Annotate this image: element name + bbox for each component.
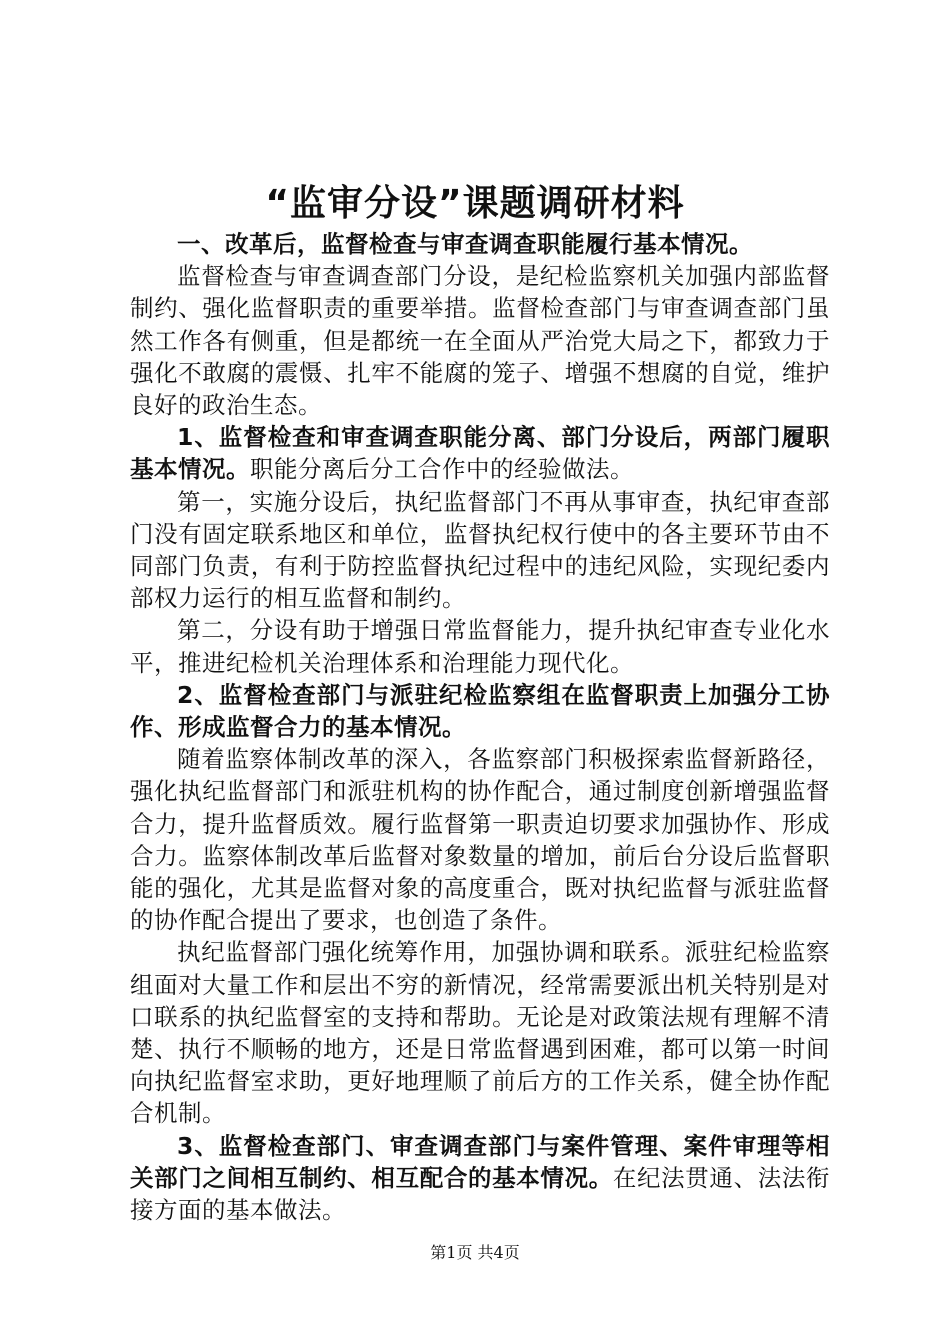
body-paragraph: 第一，实施分设后，执纪监督部门不再从事审查，执纪审查部门没有固定联系地区和单位，监督执纪权行使中的各主要环节由不同部门负责，有利于防控监督执纪过程中的违纪风险，实现纪委内部权力运行的相互监督和制约。 [130, 487, 830, 613]
body-paragraph: 执纪监督部门强化统筹作用，加强协调和联系。派驻纪检监察组面对大量工作和层出不穷的新情况，经常需要派出机关特别是对口联系的执纪监督室的支持和帮助。无论是对政策法规有理解不清楚、执行不顺畅的地方，还是日常监督遇到困难，都可以第一时间向执纪监督室求助，更好地理顺了前后方的工作关系，健全协作配合机制。 [130, 938, 830, 1128]
heading-text: 1、监督检查和审查调查职能分离、部门分设后，两部门履职基本情况。 [130, 423, 830, 484]
page-footer: 第1页 共4页 [430, 1243, 520, 1262]
body-paragraph: 随着监察体制改革的深入，各监察部门积极探索监督新路径，强化执纪监督部门和派驻机构的协作配合，通过制度创新增强监督合力，提升监督质效。履行监督第一职责迫切要求加强协作、形成合力。监察体制改革后监督对象数量的增加，前后台分设后监督职能的强化，尤其是监督对象的高度重合，既对执纪监督与派驻监督的协作配合提出了要求，也创造了条件。 [130, 745, 830, 935]
subsection-heading-2 [130, 679, 830, 743]
section-heading-main [130, 228, 830, 260]
heading-tail-text: 职能分离后分工合作中的经验做法。 [250, 455, 634, 484]
subsection-heading-1 [130, 421, 830, 485]
document-title: “监审分设”课题调研材料 [265, 183, 685, 224]
heading-text: 2、监督检查部门与派驻纪检监察组在监督职责上加强分工协作、形成监督合力的基本情况。 [130, 680, 830, 742]
subsection-heading-3 [130, 1130, 830, 1227]
document-body [130, 228, 830, 1226]
body-paragraph: 第二，分设有助于增强日常监督能力，提升执纪审查专业化水平，推进纪检机关治理体系和治理能力现代化。 [130, 616, 830, 677]
heading-text: 一、改革后，监督检查与审查调查职能履行基本情况。 [177, 230, 753, 258]
body-paragraph: 监督检查与审查调查部门分设，是纪检监察机关加强内部监督制约、强化监督职责的重要举措。监督检查部门与审查调查部门虽然工作各有侧重，但是都统一在全面从严治党大局之下，都致力于强化不敢腐的震慑、扎牢不能腐的笼子、增强不想腐的自觉，维护良好的政治生态。 [130, 262, 830, 420]
heading-text: 3、监督检查部门、审查调查部门与案件管理、案件审理等相关部门之间相互制约、相互配合的基本情况。 [130, 1131, 830, 1192]
heading-tail-text: 在纪法贯通、法法衔接方面的基本做法。 [130, 1163, 831, 1225]
